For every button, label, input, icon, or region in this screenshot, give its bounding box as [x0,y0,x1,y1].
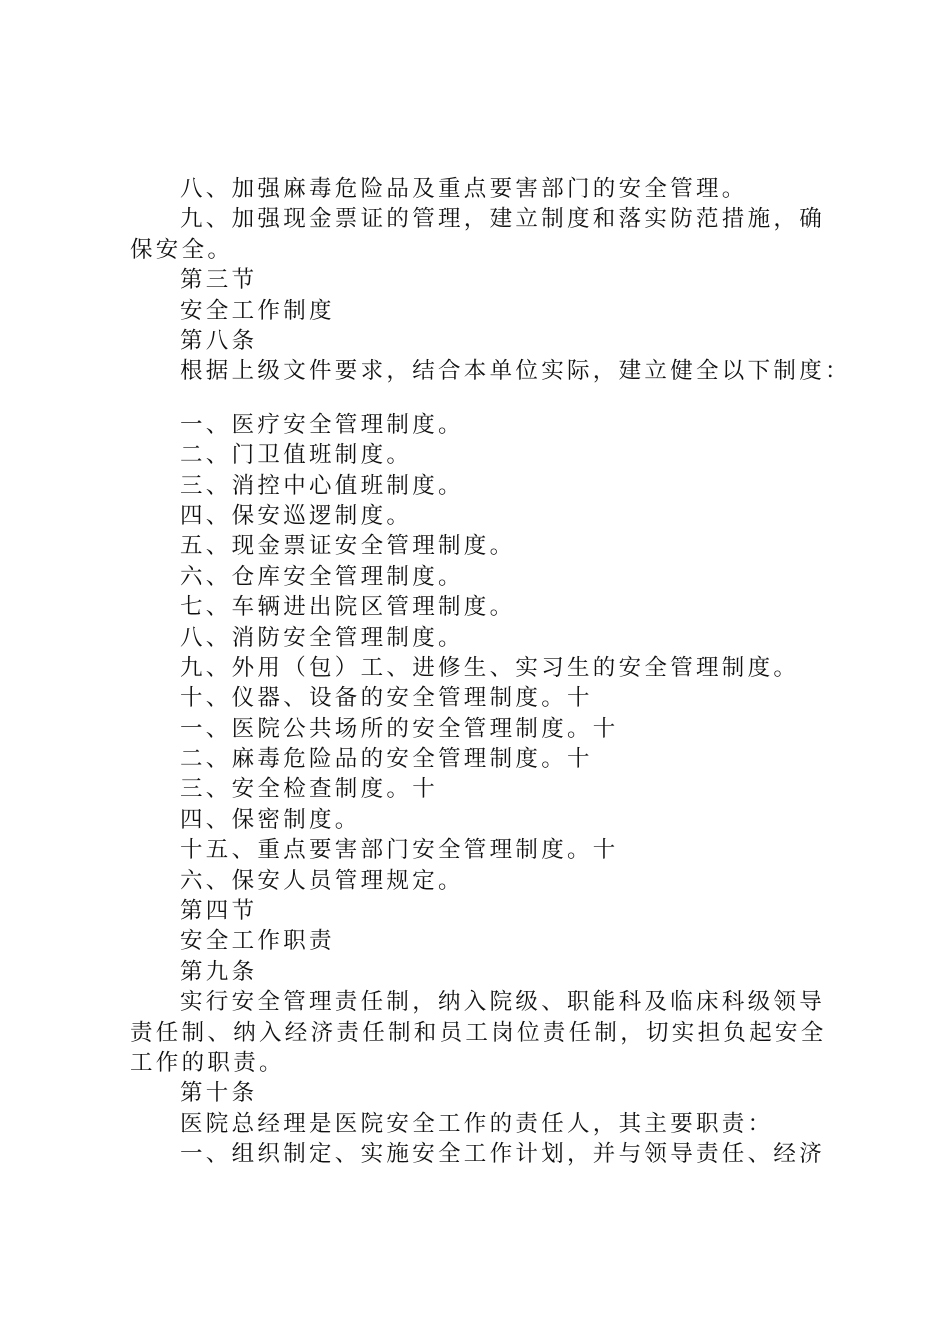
text-paragraph: 实行安全管理责任制，纳入院级、职能科及临床科级领导责任制、纳入经济责任制和员工岗位责任制，切实担负起安全工作的职责。 [130,989,827,1076]
list-item: 十、仪器、设备的安全管理制度。十 [180,685,593,712]
list-item: 十五、重点要害部门安全管理制度。十 [180,837,619,864]
list-item: 六、保安人员管理规定。 [180,867,464,894]
list-item: 三、安全检查制度。十 [180,776,439,803]
article-heading: 第八条 [180,327,258,354]
document-body [130,174,851,1170]
text-line: 一、组织制定、实施安全工作计划，并与领导责任、经济 [180,1141,826,1168]
list-item: 四、保密制度。 [180,806,361,833]
list-item: 五、现金票证安全管理制度。 [180,533,516,560]
section-title: 安全工作制度 [180,297,335,324]
list-item: 八、消防安全管理制度。 [180,624,464,651]
list-item: 一、医院公共场所的安全管理制度。十 [180,715,619,742]
section-title: 安全工作职责 [180,928,335,955]
text-line: 八、加强麻毒危险品及重点要害部门的安全管理。 [180,176,748,202]
list-item: 九、外用（包）工、进修生、实习生的安全管理制度。 [180,654,800,681]
text-line: 根据上级文件要求，结合本单位实际，建立健全以下制度： [180,358,851,385]
article-heading: 第十条 [180,1080,258,1107]
list-item: 一、医疗安全管理制度。 [180,411,464,438]
section-heading: 第四节 [180,898,258,925]
list-item: 六、仓库安全管理制度。 [180,563,464,590]
list-item: 四、保安巡逻制度。 [180,502,413,529]
text-line: 医院总经理是医院安全工作的责任人，其主要职责： [180,1110,774,1137]
article-heading: 第九条 [180,958,258,985]
list-item: 三、消控中心值班制度。 [180,472,464,499]
list-item: 二、麻毒危险品的安全管理制度。十 [180,746,593,773]
section-heading: 第三节 [180,267,258,294]
list-item: 二、门卫值班制度。 [180,442,413,469]
list-item: 七、车辆进出院区管理制度。 [180,594,516,621]
text-paragraph: 九、加强现金票证的管理，建立制度和落实防范措施，确保安全。 [130,206,826,263]
blank-gap [130,387,835,410]
